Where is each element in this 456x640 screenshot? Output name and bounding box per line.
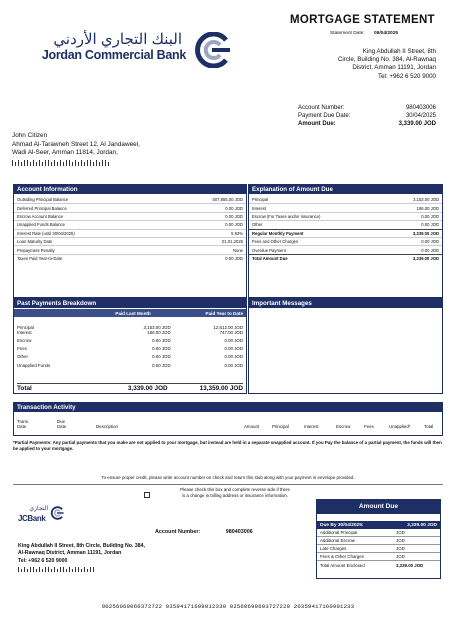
stub-account-number: 980403006 xyxy=(225,529,253,535)
stub-phone: Tel: +962 6 520 9000 xyxy=(18,557,68,564)
stub-bank-address xyxy=(18,543,145,565)
col-description: Description xyxy=(96,424,118,429)
customer-address-line: Wadi Al-Seer, Amman 11814, Jordan, xyxy=(12,149,118,157)
bank-address-line: Circle, Building No. 384, Al-Rawnaq xyxy=(337,56,436,64)
stub-amount-row[interactable]: Additional Principal JOD xyxy=(317,529,440,537)
past-payments-section xyxy=(13,298,247,394)
statement-date-row xyxy=(330,31,398,36)
col-interest: Interest xyxy=(304,424,319,429)
bank-address-line: District, Amman 11191, Jordan xyxy=(352,64,436,72)
stub-logo-text: JCBank xyxy=(18,514,46,523)
account-number: 980403006 xyxy=(405,105,436,111)
statement-date: 05/04/2025 xyxy=(374,31,399,36)
table-row: Unapplied Funds Balance 0.00 JOD xyxy=(14,221,246,229)
account-information-section xyxy=(13,184,247,298)
account-summary xyxy=(298,104,436,129)
table-row: Fees and Other Charges 0.00 JOD xyxy=(249,238,442,246)
stub-logo xyxy=(18,505,78,529)
stub-amount-row[interactable]: Late Charges JOD xyxy=(317,545,440,553)
table-row: Interest Rate (until 30/04/2025) 5.93% xyxy=(14,230,246,238)
col-escrow: Escrow xyxy=(336,424,351,429)
important-messages-title: Important Messages xyxy=(249,299,442,308)
table-row: Unapplied Funds 0.00 JOD 0.00 JOD xyxy=(17,362,243,368)
account-number-label: Account Number: xyxy=(298,105,345,111)
stub-barcode xyxy=(18,567,96,572)
past-payments-title: Past Payments Breakdown xyxy=(14,299,246,308)
stub-amount-row[interactable]: Fees & Other Charges JOD xyxy=(317,553,440,561)
customer-address xyxy=(12,132,140,158)
table-row: Fees 0.00 JOD 0.00 JOD xyxy=(17,346,243,352)
amount-due: 3,339.00 JOD xyxy=(398,121,436,128)
bank-name-english: Jordan Commercial Bank xyxy=(41,48,186,62)
stub-account-row xyxy=(155,529,253,535)
table-row: Interest 186.00 JOD xyxy=(249,204,442,212)
transaction-header xyxy=(14,412,442,434)
customer-name: John Citizen xyxy=(12,132,48,139)
address-barcode xyxy=(12,160,112,166)
bank-address xyxy=(270,48,436,81)
table-row: Interest 186.00 JOD 747.00 JOD xyxy=(17,330,243,335)
table-row: Overdue Payment 0.00 JOD xyxy=(249,246,442,254)
address-change-checkbox[interactable] xyxy=(144,492,150,498)
table-row: Taxes Paid Year-to-Date 0.00 JOD xyxy=(17,256,243,262)
col-fees: Fees xyxy=(364,424,374,429)
stub-amount-due-title: Amount Due xyxy=(317,500,440,514)
stub-address-line: King Abdullah II Street, 8th Circle, Building No. 384, xyxy=(18,543,145,549)
table-row: Outsiding Principal Balance 507,855.00 JOD xyxy=(14,196,246,204)
stub-address-line: Al-Rawnaq District, Amman 11191, Jordan xyxy=(18,550,122,557)
amount-due-label: Amount Due: xyxy=(298,121,336,128)
transaction-activity-section xyxy=(13,402,443,436)
micr-line: 00256069060372722 03594171609012330 02560690603727220 20359417160901233 xyxy=(101,603,355,610)
stub-logo-arabic: التجاري xyxy=(29,506,48,512)
stub-account-label: Account Number: xyxy=(155,529,201,535)
stub-amount-total-row[interactable]: Total Amount Enclosed 3,339.00 JOD xyxy=(320,562,424,568)
stub-amount-due-box xyxy=(316,499,441,579)
due-by-row xyxy=(317,521,440,529)
bank-name-arabic: البنك التجاري الأردني xyxy=(53,31,182,48)
table-row: Escrow 0.00 JOD 0.00 JOD xyxy=(17,338,243,343)
stub-amount-row[interactable]: Additional Escrow JOD xyxy=(317,537,440,545)
col-principal: Principal xyxy=(272,424,289,429)
bank-phone: Tel: +962 6 520 9000 xyxy=(378,72,436,80)
col-due-date: Due Date xyxy=(57,419,67,429)
checkbox-text: is a change in billing address or insurance information. xyxy=(182,493,288,498)
bank-logo-icon xyxy=(190,32,234,68)
table-row: Loan Maturity Date 01.01.2025 xyxy=(14,238,246,246)
due-by-label: Due By 30/04/2025: xyxy=(320,522,364,528)
address-change-checkbox-row xyxy=(155,487,315,499)
table-row: Principal 3,153.00 JOD 12,612.00 JOD xyxy=(17,325,243,330)
table-row: Other 0.00 JOD xyxy=(249,221,442,229)
account-information-title: Account Information xyxy=(14,185,246,194)
tear-line xyxy=(13,484,443,485)
past-payments-header xyxy=(14,309,246,317)
col-trans-date: Trans. Date xyxy=(17,419,30,429)
table-row: Regular Monthly Payment 3,339.00 JOD xyxy=(249,230,442,238)
table-row: Escrow Account Balance 0.00 JOD xyxy=(14,213,246,221)
col-paid-year-to-date: Paid Year to Date xyxy=(205,310,243,316)
bank-address-line: King Abdullah II Street, 8th xyxy=(362,48,436,55)
table-row: Prepayment Penalty None xyxy=(14,246,246,254)
bank-logo xyxy=(14,30,224,72)
checkbox-text: Please check this box and complete reverse side if there xyxy=(180,487,290,492)
table-row: Other 0.00 JOD 0.00 JOD xyxy=(17,354,243,360)
due-by-value: 3,339.00 JOD xyxy=(407,522,437,528)
table-row: Principal 3,153.00 JOD xyxy=(249,196,442,204)
explanation-section xyxy=(248,184,443,298)
col-total: Total xyxy=(424,424,434,429)
customer-address-line: Ahmad Al-Tarawneh Street 12, Al Jandaweel, xyxy=(12,140,140,148)
stub-instruction: To ensure proper credit, please write account number on check and return this stub along with your payment in envelope provided. xyxy=(101,475,355,480)
past-payments-total: Total 3,339.00 JOD 13,359.00 JOD xyxy=(17,384,243,392)
stub-logo-icon xyxy=(49,505,65,521)
table-row: Total Amount Due 3,339.00 JOD xyxy=(252,256,439,262)
important-messages-section xyxy=(248,298,443,394)
statement-title: MORTGAGE STATEMENT xyxy=(290,14,435,26)
due-date-label: Payment Due Date: xyxy=(298,113,351,120)
table-row: Deferred Principal Balance 0.00 JOD xyxy=(14,204,246,212)
col-paid-last-month: Paid Last Month xyxy=(115,310,151,316)
partial-payments-note: *Partial Payments: Any partial payments that you make are not applied to your mortgage, but instead are held in a separate unapplied account. If you Pay the balance of a partial payment, the funds will then be applied to your mortgage. xyxy=(13,440,442,451)
explanation-title: Explanation of Amount Due xyxy=(249,185,442,194)
due-date: 30/04/2025 xyxy=(405,113,436,120)
statement-date-label: Statement Date: xyxy=(330,31,365,36)
col-unapplied: Unapplied* xyxy=(389,424,411,429)
transaction-activity-title: Transaction Activity xyxy=(14,403,442,412)
table-row: Escrow (For Taxes and/or insurance) 0.00 JOD xyxy=(249,213,442,221)
col-amount: Amount xyxy=(244,424,260,429)
